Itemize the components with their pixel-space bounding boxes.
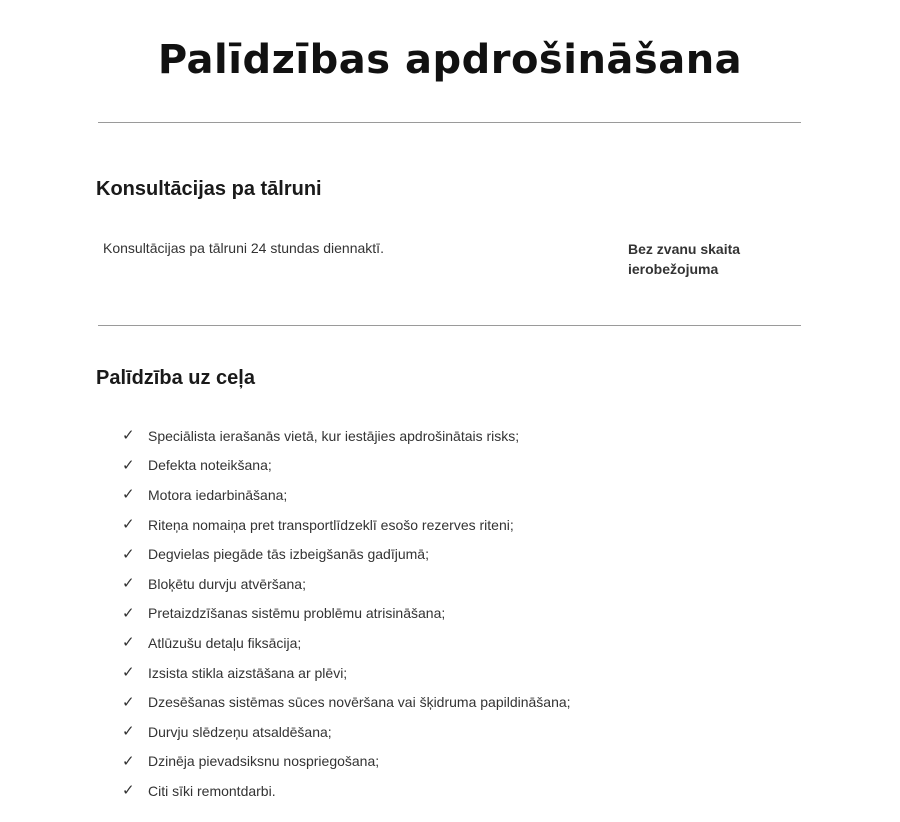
list-item-text: Atlūzušu detaļu fiksācija; (148, 634, 302, 651)
checkmark-icon: ✓ (122, 752, 135, 770)
list-item (122, 776, 571, 806)
list-item-text: Motora iedarbināšana; (148, 486, 288, 503)
checkmark-icon: ✓ (122, 723, 135, 741)
phone-limit-line-2: ierobežojuma (628, 261, 719, 277)
road-assistance-heading: Palīdzība uz ceļa (96, 367, 255, 389)
list-item (122, 451, 571, 481)
list-item (122, 569, 571, 599)
list-item-text: Bloķētu durvju atvēršana; (148, 575, 306, 592)
list-item (122, 599, 571, 629)
list-item (122, 421, 571, 451)
list-item (122, 658, 571, 688)
checkmark-icon: ✓ (122, 486, 135, 504)
list-item-text: Riteņa nomaiņa pret transportlīdzeklī esošo rezerves riteni; (148, 516, 514, 533)
list-item-text: Dzesēšanas sistēmas sūces novēršana vai šķidruma papildināšana; (148, 694, 571, 711)
list-item (122, 510, 571, 540)
divider-middle (98, 325, 801, 326)
list-item-text: Degvielas piegāde tās izbeigšanās gadījumā; (148, 546, 429, 563)
checkmark-icon: ✓ (122, 545, 135, 563)
list-item (122, 628, 571, 658)
list-item (122, 687, 571, 717)
page-title: Palīdzības apdrošināšana (157, 37, 743, 83)
checkmark-icon: ✓ (122, 427, 135, 445)
list-item (122, 717, 571, 747)
checkmark-icon: ✓ (122, 456, 135, 474)
list-item-text: Izsista stikla aizstāšana ar plēvi; (148, 664, 348, 681)
phone-consultation-description: Konsultācijas pa tālruni 24 stundas diennaktī. (103, 240, 384, 256)
checkmark-icon: ✓ (122, 604, 135, 622)
checkmark-icon: ✓ (122, 664, 135, 682)
list-item (122, 480, 571, 510)
divider-top (98, 122, 801, 123)
phone-limit-line-1: Bez zvanu skaita (628, 241, 741, 257)
checkmark-icon: ✓ (122, 575, 135, 593)
phone-consultation-heading: Konsultācijas pa tālruni (96, 178, 322, 200)
checkmark-icon: ✓ (122, 516, 135, 534)
road-assistance-list (122, 421, 571, 806)
list-item-text: Dzinēja pievadsiksnu nospriegošana; (148, 753, 380, 770)
list-item-text: Defekta noteikšana; (148, 457, 272, 474)
list-item-text: Citi sīki remontdarbi. (148, 782, 276, 799)
list-item-text: Pretaizdzīšanas sistēmu problēmu atrisināšana; (148, 605, 446, 622)
list-item (122, 747, 571, 777)
checkmark-icon: ✓ (122, 693, 135, 711)
list-item (122, 539, 571, 569)
checkmark-icon: ✓ (122, 634, 135, 652)
list-item-text: Durvju slēdzeņu atsaldēšana; (148, 723, 332, 740)
phone-consultation-limit (628, 239, 778, 279)
list-item-text: Speciālista ierašanās vietā, kur iestājies apdrošinātais risks; (148, 427, 520, 444)
checkmark-icon: ✓ (122, 782, 135, 800)
